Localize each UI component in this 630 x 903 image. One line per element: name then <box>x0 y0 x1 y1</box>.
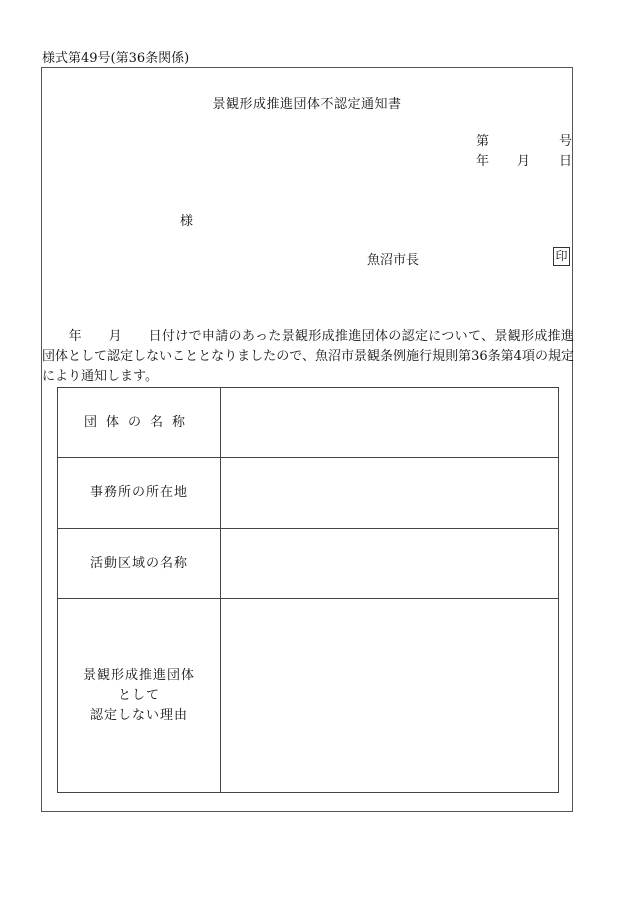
table-row <box>58 388 559 458</box>
date-day: 日 <box>559 154 573 169</box>
number-suffix: 号 <box>559 134 573 149</box>
issuer-name: 魚沼市長 <box>367 253 420 268</box>
info-table <box>57 387 559 793</box>
table-row <box>58 458 559 529</box>
reason-label-line2: として <box>117 687 160 703</box>
date-year: 年 <box>476 154 490 169</box>
row-label-office-address: 事務所の所在地 <box>58 458 221 529</box>
date-month: 月 <box>517 154 531 169</box>
notice-frame <box>41 67 573 812</box>
row-label-activity-area: 活動区域の名称 <box>58 529 221 599</box>
form-number-label: 様式第49号(第36条関係) <box>42 51 190 66</box>
reason-label-line3: 認定しない理由 <box>89 707 188 723</box>
row-label-group-name: 団体の名称 <box>58 388 221 458</box>
table-row <box>58 529 559 599</box>
seal-mark: 印 <box>553 247 570 266</box>
value-cell-office-address <box>221 458 559 529</box>
value-cell-rejection-reason <box>221 599 559 793</box>
notice-body: 年 月 日付けで申請のあった景観形成推進団体の認定について、景観形成推進団体として認定しないこととなりましたので、魚沼市景観条例施行規則第36条第4項の規定により通知します。 <box>42 329 574 384</box>
number-prefix: 第 <box>476 134 490 149</box>
reason-label-line1: 景観形成推進団体 <box>82 667 195 683</box>
document-title: 景観形成推進団体不認定通知書 <box>212 97 402 112</box>
value-cell-group-name <box>221 388 559 458</box>
value-cell-activity-area <box>221 529 559 599</box>
recipient-honorific: 様 <box>180 214 194 229</box>
table-row <box>58 599 559 793</box>
row-label-rejection-reason <box>58 599 221 793</box>
